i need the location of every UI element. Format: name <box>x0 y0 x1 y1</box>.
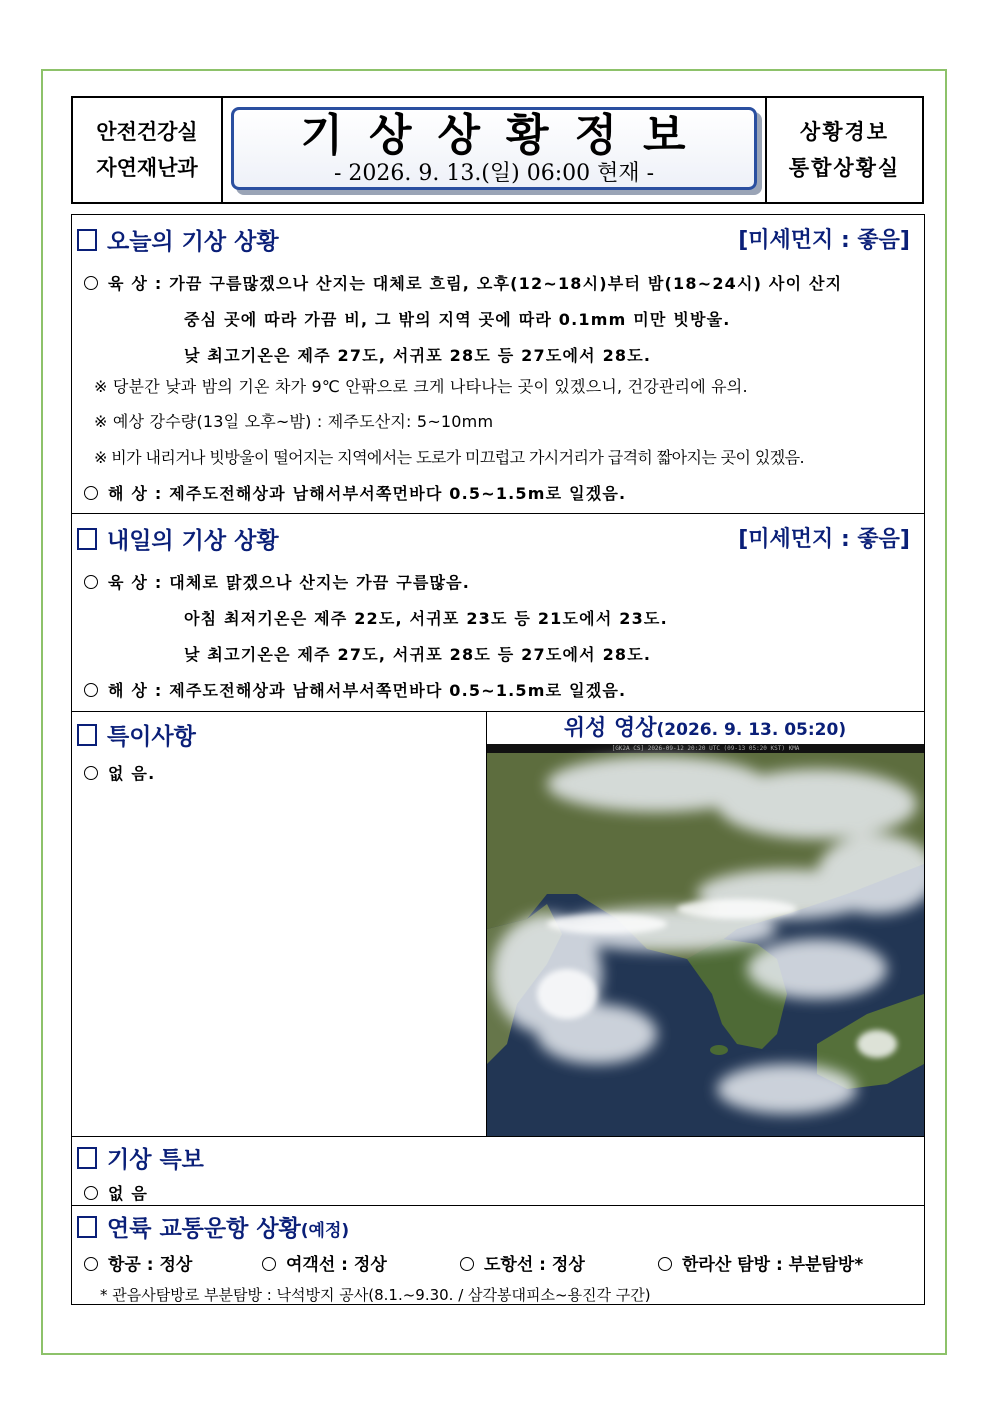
today-section <box>71 214 925 514</box>
department-block <box>73 98 223 202</box>
today-land-line3: 낮 최고기온은 제주 27도, 서귀포 28도 등 27도에서 28도. <box>184 346 652 365</box>
circle-bullet-icon <box>84 1257 98 1271</box>
sea-label: 해 상 : <box>108 681 163 700</box>
tomorrow-heading <box>77 522 279 555</box>
warning-item <box>84 1181 148 1204</box>
traffic-item-air <box>84 1250 192 1275</box>
today-land-text1: 가끔 구름많겠으나 산지는 대체로 흐림, 오후(12~18시)부터 밤(18~24시) 사이 산지 <box>169 274 843 293</box>
warning-section <box>71 1136 925 1206</box>
traffic-footnote: * 관음사탐방로 부분탐방 : 낙석방지 공사(8.1.~9.30. / 삼각봉대피소~용진각 구간) <box>100 1286 651 1304</box>
today-heading-text: 오늘의 기상 상황 <box>107 229 279 255</box>
checkbox-icon <box>77 528 97 550</box>
checkbox-icon <box>77 1147 97 1169</box>
circle-bullet-icon <box>84 486 98 500</box>
department-line1: 안전건강실 <box>96 120 198 144</box>
satellite-image <box>487 744 924 1136</box>
tomorrow-dust-status: [미세먼지 : 좋음] <box>738 527 910 552</box>
satellite-title-text: 위성 영상 <box>563 716 657 741</box>
tomorrow-sea-text: 제주도전해상과 남해서부서쪽먼바다 0.5~1.5m로 일겠음. <box>169 681 627 700</box>
today-land-line2: 중심 곳에 따라 가끔 비, 그 밖의 지역 곳에 따라 0.1mm 미만 빗방울. <box>184 310 731 329</box>
traffic-item-hallasan <box>658 1250 863 1275</box>
circle-bullet-icon <box>84 683 98 697</box>
special-heading <box>77 718 196 751</box>
special-item-text: 없 음. <box>108 764 156 783</box>
traffic-heading-suffix: (예정) <box>300 1221 350 1241</box>
checkbox-icon <box>77 229 97 251</box>
traffic-item-ferry-text: 여객선 : 정상 <box>286 1255 387 1275</box>
circle-bullet-icon <box>84 276 98 290</box>
today-note3: ※ 비가 내리거나 빗방울이 떨어지는 지역에서는 도로가 미끄럽고 가시거리가 급격히 짧아지는 곳이 있겠음. <box>94 448 804 467</box>
tomorrow-land-line1 <box>84 570 470 593</box>
tomorrow-sea-line <box>84 678 626 701</box>
office-line1: 상황경보 <box>799 120 890 144</box>
page-title: 기상상황정보 <box>300 110 712 161</box>
checkbox-icon <box>77 1216 97 1238</box>
satellite-caption: [GK2A CS] 2026-09-12 20:20 UTC (09-13 05:20 KST) KMA <box>487 744 924 753</box>
tomorrow-land-line3: 낮 최고기온은 제주 27도, 서귀포 28도 등 27도에서 28도. <box>184 645 652 664</box>
today-land-line1 <box>84 271 842 294</box>
tomorrow-land-line2: 아침 최저기온은 제주 22도, 서귀포 23도 등 21도에서 23도. <box>184 609 668 628</box>
tomorrow-land-text1: 대체로 맑겠으나 산지는 가끔 구름많음. <box>169 573 471 592</box>
special-heading-text: 특이사항 <box>107 724 196 750</box>
checkbox-icon <box>77 724 97 746</box>
traffic-heading <box>77 1210 349 1243</box>
circle-bullet-icon <box>84 1186 98 1200</box>
traffic-item-island-ferry <box>460 1250 585 1275</box>
special-section <box>71 711 487 1137</box>
office-block <box>765 98 922 202</box>
department-line2: 자연재난과 <box>96 156 198 180</box>
warning-heading-text: 기상 특보 <box>107 1147 204 1173</box>
special-item <box>84 761 155 784</box>
warning-heading <box>77 1141 204 1174</box>
circle-bullet-icon <box>658 1257 672 1271</box>
office-line2: 통합상황실 <box>788 156 901 180</box>
today-heading <box>77 223 279 256</box>
traffic-section <box>71 1205 925 1305</box>
today-dust-status: [미세먼지 : 좋음] <box>738 228 910 253</box>
today-sea-text: 제주도전해상과 남해서부서쪽먼바다 0.5~1.5m로 일겠음. <box>169 484 627 503</box>
traffic-heading-text: 연륙 교통운항 상황 <box>107 1216 301 1242</box>
circle-bullet-icon <box>84 575 98 589</box>
tomorrow-heading-text: 내일의 기상 상황 <box>107 528 279 554</box>
warning-item-text: 없 음 <box>108 1184 149 1203</box>
tomorrow-section <box>71 513 925 712</box>
today-note1: ※ 당분간 낮과 밤의 기온 차가 9℃ 안팎으로 크게 나타나는 곳이 있겠으니, 건강관리에 유의. <box>94 377 748 396</box>
circle-bullet-icon <box>262 1257 276 1271</box>
today-sea-line <box>84 481 626 504</box>
sea-label: 해 상 : <box>108 484 163 503</box>
report-datetime: - 2026. 9. 13.(일) 06:00 현재 - <box>333 161 655 186</box>
traffic-item-air-text: 항공 : 정상 <box>108 1255 193 1275</box>
traffic-item-ferry <box>262 1250 387 1275</box>
circle-bullet-icon <box>460 1257 474 1271</box>
today-note2: ※ 예상 강수량(13일 오후~밤) : 제주도산지: 5~10mm <box>94 412 494 431</box>
land-label: 육 상 : <box>108 274 163 293</box>
satellite-map-graphic <box>487 744 924 1136</box>
circle-bullet-icon <box>84 766 98 780</box>
header <box>71 96 924 204</box>
land-label: 육 상 : <box>108 573 163 592</box>
traffic-item-island-ferry-text: 도항선 : 정상 <box>484 1255 585 1275</box>
satellite-title <box>486 711 924 742</box>
traffic-item-hallasan-text: 한라산 탐방 : 부분탐방* <box>682 1255 864 1275</box>
title-box <box>231 107 757 190</box>
satellite-date: (2026. 9. 13. 05:20) <box>656 720 847 740</box>
